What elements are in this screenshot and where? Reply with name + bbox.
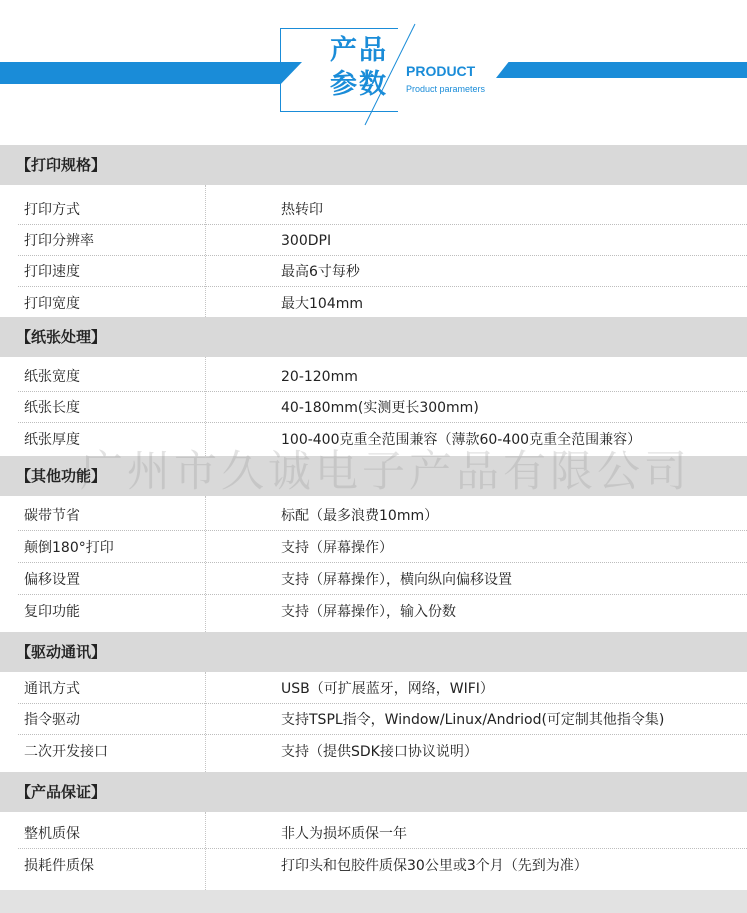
spec-label: 打印速度 — [24, 264, 80, 280]
section-heading: 【其他功能】 — [0, 456, 747, 496]
spec-label: 打印方式 — [24, 202, 80, 218]
spec-value: 支持（屏幕操作），输入份数 — [281, 604, 456, 620]
spec-row — [0, 674, 747, 704]
spec-label: 偏移设置 — [24, 572, 80, 588]
row-divider — [18, 848, 747, 849]
spec-value: 支持（屏幕操作），横向纵向偏移设置 — [281, 572, 512, 588]
spec-value: 热转印 — [281, 202, 323, 218]
spec-label: 颠倒180°打印 — [24, 540, 114, 556]
banner-stripe-left — [0, 62, 302, 84]
row-divider — [18, 734, 747, 735]
spec-row — [0, 533, 747, 563]
section-heading: 【打印规格】 — [0, 145, 747, 185]
spec-value: 支持TSPL指令，Window/Linux/Andriod(可定制其他指令集) — [281, 712, 665, 728]
column-divider — [205, 185, 206, 317]
spec-value: 打印头和包胶件质保30公里或3个月（先到为准） — [281, 858, 588, 874]
spec-row — [0, 851, 747, 881]
spec-row — [0, 597, 747, 627]
column-divider — [205, 357, 206, 456]
banner-stripe-right — [496, 62, 747, 78]
spec-label: 打印宽度 — [24, 296, 80, 312]
spec-label: 碳带节省 — [24, 508, 80, 524]
section-heading: 【纸张处理】 — [0, 317, 747, 357]
row-divider — [18, 286, 747, 287]
column-divider — [205, 812, 206, 890]
section-heading: 【驱动通讯】 — [0, 632, 747, 672]
spec-label: 整机质保 — [24, 826, 80, 842]
company-watermark: 广州市久诚电子产品有限公司 — [80, 447, 691, 497]
spec-row — [0, 289, 747, 319]
spec-label: 打印分辨率 — [24, 233, 94, 249]
spec-value: 最高6寸每秒 — [281, 264, 360, 280]
spec-value: 非人为损坏质保一年 — [281, 826, 407, 842]
row-divider — [18, 391, 747, 392]
spec-row — [0, 425, 747, 455]
spec-label: 纸张宽度 — [24, 369, 80, 385]
section-heading: 【产品保证】 — [0, 772, 747, 812]
spec-value: 300DPI — [281, 233, 332, 249]
header-banner — [0, 0, 747, 145]
spec-row — [0, 362, 747, 392]
spec-row — [0, 257, 747, 287]
row-divider — [18, 703, 747, 704]
spec-label: 复印功能 — [24, 604, 80, 620]
page-title-english: PRODUCT — [406, 63, 476, 79]
spec-value: 支持（提供SDK接口协议说明） — [281, 744, 478, 760]
spec-value: USB（可扩展蓝牙，网络，WIFI） — [281, 681, 494, 697]
page-title: 产品 参数 — [330, 35, 388, 100]
spec-value: 100-400克重全范围兼容（薄款60-400克重全范围兼容） — [281, 432, 642, 448]
row-divider — [18, 422, 747, 423]
row-divider — [18, 530, 747, 531]
spec-row — [0, 737, 747, 767]
spec-label: 二次开发接口 — [24, 744, 108, 760]
spec-row — [0, 819, 747, 849]
spec-row — [0, 501, 747, 531]
row-divider — [18, 224, 747, 225]
page-subtitle-english: Product parameters — [406, 84, 486, 94]
column-divider — [205, 672, 206, 772]
row-divider — [18, 594, 747, 595]
spec-value: 支持（屏幕操作） — [281, 540, 393, 556]
spec-value: 40-180mm(实测更长300mm) — [281, 400, 479, 416]
spec-row — [0, 705, 747, 735]
spec-label: 指令驱动 — [24, 712, 80, 728]
column-divider — [205, 496, 206, 632]
spec-row — [0, 226, 747, 256]
spec-value: 20-120mm — [281, 369, 358, 385]
row-divider — [18, 562, 747, 563]
spec-label: 损耗件质保 — [24, 858, 94, 874]
spec-row — [0, 195, 747, 225]
spec-label: 纸张长度 — [24, 400, 80, 416]
spec-value: 最大104mm — [281, 296, 363, 312]
bottom-bar — [0, 890, 747, 913]
row-divider — [18, 255, 747, 256]
spec-label: 纸张厚度 — [24, 432, 80, 448]
spec-label: 通讯方式 — [24, 681, 80, 697]
spec-row — [0, 565, 747, 595]
spec-row — [0, 393, 747, 423]
spec-value: 标配（最多浪费10mm） — [281, 508, 439, 524]
